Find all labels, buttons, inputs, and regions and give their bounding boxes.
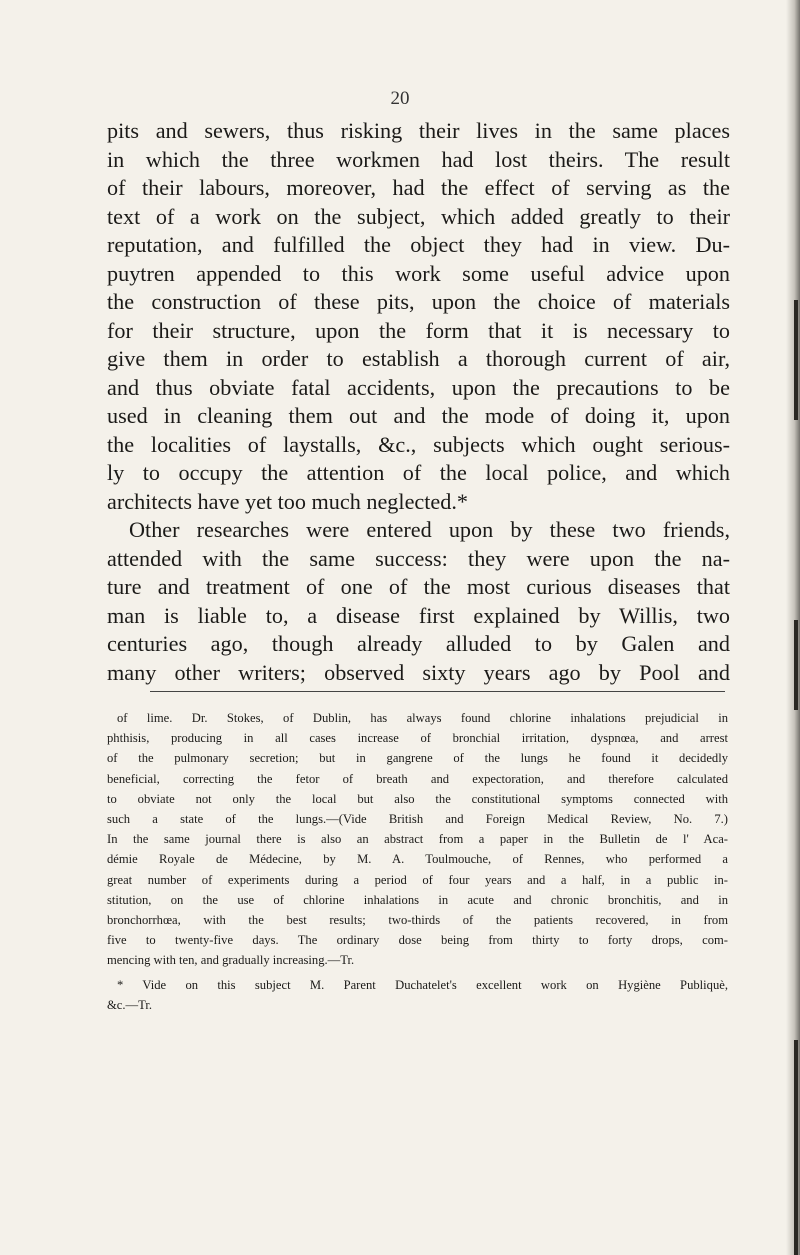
body-line: pits and sewers, thus risking their lives in the same places xyxy=(107,118,730,143)
footnote-block xyxy=(107,708,728,1015)
body-line: for their structure, upon the form that it is necessary to xyxy=(107,317,730,343)
footnote-line: of the pulmonary secretion; but in gangrene of the lungs he found it decidedly xyxy=(107,751,728,766)
body-line: ly to occupy the attention of the local police, and which xyxy=(107,460,730,485)
body-line: in which the three workmen had lost theirs. The result xyxy=(107,146,730,172)
footnote-line: phthisis, producing in all cases increase of bronchial irritation, dyspnœa, and arrest xyxy=(107,731,728,746)
body-line-paragraph-start: Other researches were entered upon by these two friends, xyxy=(129,517,730,542)
body-line: text of a work on the subject, which added greatly to their xyxy=(107,203,730,229)
footnote-line: five to twenty-five days. The ordinary dose being from thirty to forty drops, com- xyxy=(107,933,728,948)
body-line: the construction of these pits, upon the choice of materials xyxy=(107,289,730,314)
footnote-line: bronchorrhœa, with the best results; two-thirds of the patients recovered, in from xyxy=(107,913,728,928)
body-line: and thus obviate fatal accidents, upon the precautions to be xyxy=(107,374,730,400)
footnote-line: such a state of the lungs.—(Vide British and Foreign Medical Review, No. 7.) xyxy=(107,812,728,827)
body-line: man is liable to, a disease first explained by Willis, two xyxy=(107,602,730,628)
page-number: 20 xyxy=(390,88,410,109)
body-line: ture and treatment of one of the most curious diseases that xyxy=(107,574,730,599)
footnote-line: démie Royale de Médecine, by M. A. Toulmouche, of Rennes, who performed a xyxy=(107,852,728,867)
body-line: puytren appended to this work some useful advice upon xyxy=(107,260,730,286)
main-body-text xyxy=(107,117,730,687)
footnote-line: beneficial, correcting the fetor of breath and expectoration, and therefore calculated xyxy=(107,771,728,786)
body-line: of their labours, moreover, had the effect of serving as the xyxy=(107,175,730,200)
body-line: attended with the same success: they were upon the na- xyxy=(107,545,730,571)
page-edge-mark xyxy=(794,620,798,710)
footnote-line: great number of experiments during a period of four years and a half, in a public in- xyxy=(107,872,728,887)
body-line: used in cleaning them out and the mode of doing it, upon xyxy=(107,403,730,428)
footnote-divider xyxy=(150,691,725,692)
body-line: the localities of laystalls, &c., subjects which ought serious- xyxy=(107,431,730,457)
footnote-line: stitution, on the use of chlorine inhalations in acute and chronic bronchitis, and in xyxy=(107,892,728,907)
asterisk-note-line: * Vide on this subject M. Parent Duchatelet's excellent work on Hygiène Publiquè, xyxy=(117,977,728,992)
body-line: many other writers; observed sixty years ago by Pool and xyxy=(107,659,730,685)
body-line: reputation, and fulfilled the object they had in view. Du- xyxy=(107,232,730,257)
footnote-line: In the same journal there is also an abstract from a paper in the Bulletin de l' Aca- xyxy=(107,832,728,847)
page-edge-mark xyxy=(794,300,798,420)
body-line-paragraph-end: architects have yet too much neglected.* xyxy=(107,488,469,514)
body-line: centuries ago, though already alluded to by Galen and xyxy=(107,631,730,656)
body-line: give them in order to establish a thorough current of air, xyxy=(107,346,730,371)
footnote-line: mencing with ten, and gradually increasing.—Tr. xyxy=(107,953,355,968)
page-edge-mark xyxy=(794,1040,798,1255)
footnote-line: to obviate not only the local but also the constitutional symptoms connected with xyxy=(107,791,728,806)
asterisk-note-line: &c.—Tr. xyxy=(107,997,153,1012)
footnote-line: of lime. Dr. Stokes, of Dublin, has always found chlorine inhalations prejudicial in xyxy=(117,711,728,725)
